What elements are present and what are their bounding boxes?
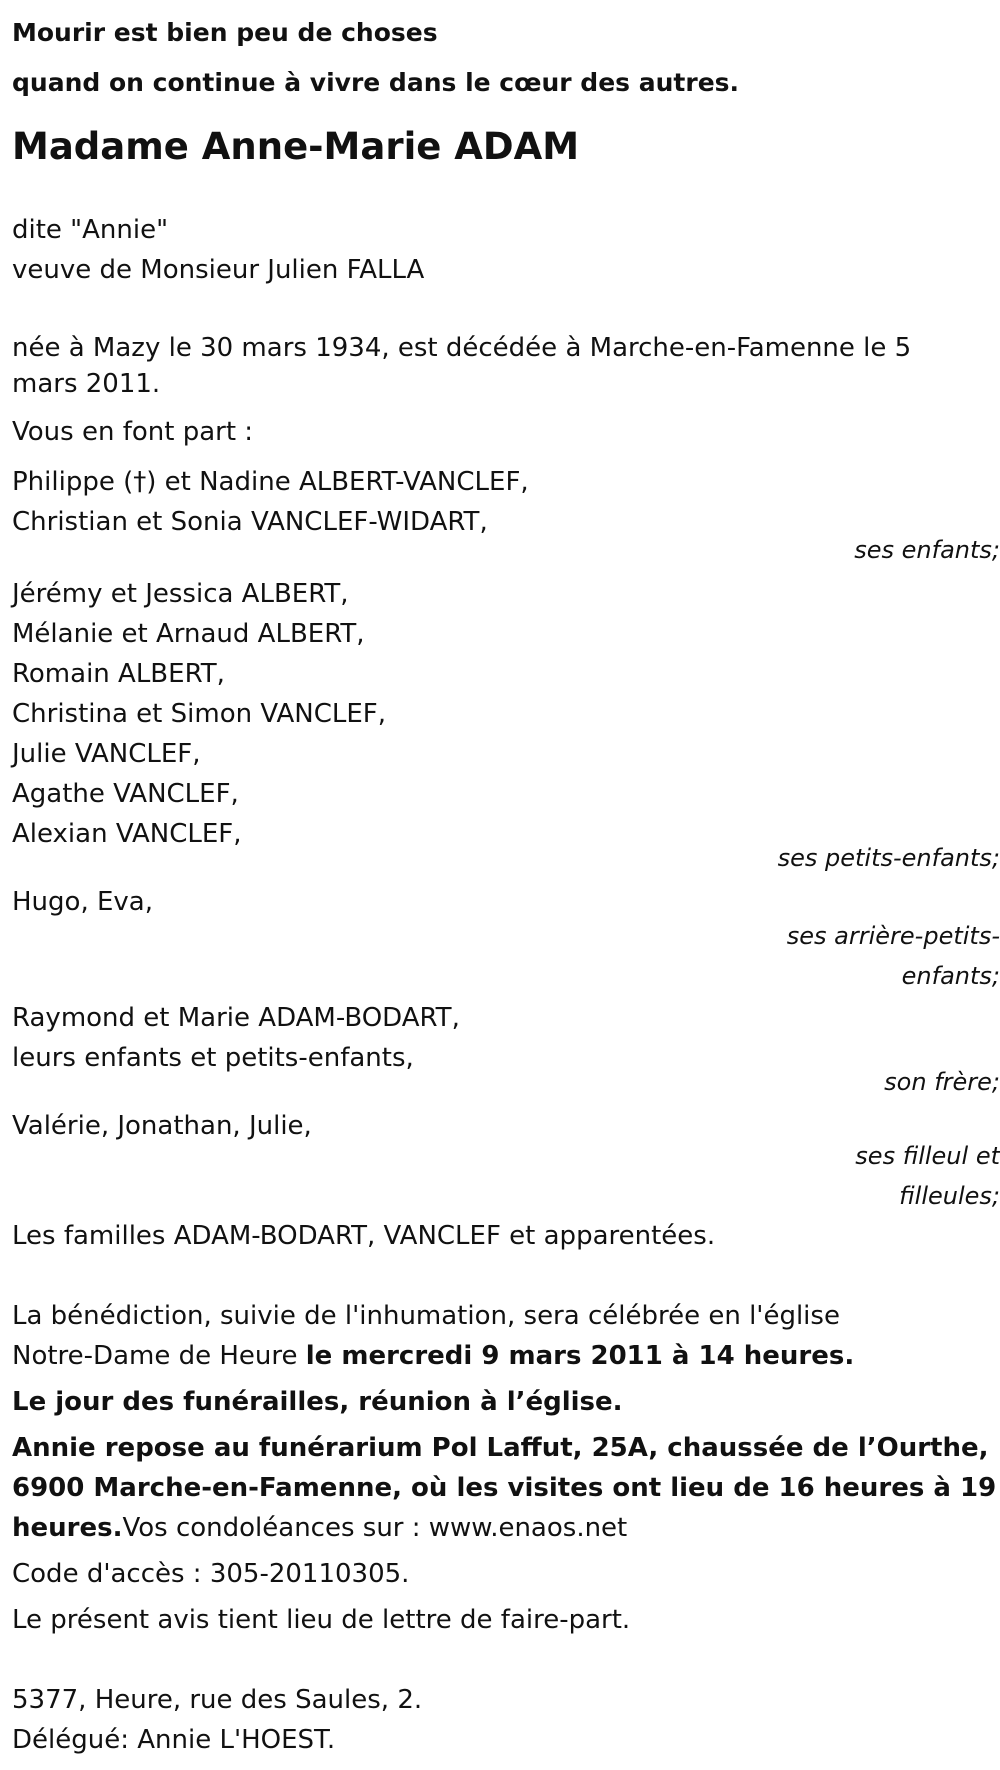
ceremony-block — [12, 1296, 988, 1422]
grandchildren-block — [12, 574, 1000, 878]
brother-entry: leurs enfants et petits-enfants, — [12, 1043, 414, 1073]
godchild-entry: Valérie, Jonathan, Julie, — [12, 1111, 312, 1141]
brother-block — [12, 998, 1000, 1102]
visitation-hours-end: heures. — [12, 1513, 123, 1543]
notice: Le présent avis tient lieu de lettre de faire-part. — [12, 1605, 631, 1635]
grandchild-entry: Christina et Simon VANCLEF, — [12, 699, 386, 729]
great-grandchildren-relation-line-1: ses arrière-petits- — [786, 922, 1000, 950]
birth-death: née à Mazy le 30 mars 1934, est décédée à Marche-en-Famenne le 5 mars 2011. — [12, 333, 912, 399]
godchildren-relation-line-1: ses filleul et — [855, 1142, 1000, 1170]
nickname: dite "Annie" — [12, 215, 169, 245]
epigraph-line-1: Mourir est bien peu de choses — [12, 18, 438, 47]
epigraph — [12, 8, 988, 108]
godchildren-block — [12, 1106, 1000, 1216]
ceremony-church: Notre-Dame de Heure — [12, 1341, 306, 1371]
visitation-line-1: Annie repose au funérarium Pol Laffut, 25A, chaussée de l’Ourthe, — [12, 1433, 989, 1463]
children-block — [12, 462, 1000, 570]
grandchild-entry: Mélanie et Arnaud ALBERT, — [12, 619, 365, 649]
great-grandchildren-relation-line-2: enfants; — [901, 962, 1000, 990]
great-grandchild-entry: Hugo, Eva, — [12, 887, 153, 917]
great-grandchildren-block — [12, 882, 1000, 996]
gathering-note: Le jour des funérailles, réunion à l’église. — [12, 1387, 623, 1417]
delegate: Délégué: Annie L'HOEST. — [12, 1725, 336, 1755]
grandchildren-relation: ses petits-enfants; — [777, 844, 1000, 872]
ceremony-text-line-2 — [12, 1336, 988, 1376]
grandchild-entry: Romain ALBERT, — [12, 659, 225, 689]
visitation-line-2: 6900 Marche-en-Famenne, où les visites ont lieu de 16 heures à 19 — [12, 1473, 997, 1503]
condolences-link[interactable]: Vos condoléances sur : www.enaos.net — [122, 1513, 628, 1543]
child-entry: Christian et Sonia VANCLEF-WIDART, — [12, 507, 488, 537]
children-relation: ses enfants; — [854, 536, 1000, 564]
epigraph-line-2: quand on continue à vivre dans le cœur des autres. — [12, 68, 740, 97]
grandchild-entry: Agathe VANCLEF, — [12, 779, 239, 809]
address: 5377, Heure, rue des Saules, 2. — [12, 1685, 423, 1715]
visitation-line-3 — [12, 1508, 988, 1548]
child-entry: Philippe (†) et Nadine ALBERT-VANCLEF, — [12, 467, 529, 497]
ceremony-text-line-1: La bénédiction, suivie de l'inhumation, sera célébrée en l'église — [12, 1301, 840, 1331]
godchildren-relation-line-2: filleules; — [899, 1182, 1000, 1210]
grandchild-entry: Julie VANCLEF, — [12, 739, 201, 769]
announcement-intro: Vous en font part : — [12, 417, 254, 447]
families: Les familles ADAM-BODART, VANCLEF et apparentées. — [12, 1221, 716, 1251]
access-code: Code d'accès : 305-20110305. — [12, 1559, 410, 1589]
brother-relation: son frère; — [884, 1068, 1000, 1096]
deceased-name: Madame Anne-Marie ADAM — [12, 125, 580, 168]
widow-of: veuve de Monsieur Julien FALLA — [12, 255, 425, 285]
visitation-block — [12, 1428, 997, 1594]
brother-entry: Raymond et Marie ADAM-BODART, — [12, 1003, 460, 1033]
grandchild-entry: Jérémy et Jessica ALBERT, — [12, 579, 349, 609]
ceremony-date: le mercredi 9 mars 2011 à 14 heures. — [305, 1341, 855, 1371]
grandchild-entry: Alexian VANCLEF, — [12, 819, 242, 849]
